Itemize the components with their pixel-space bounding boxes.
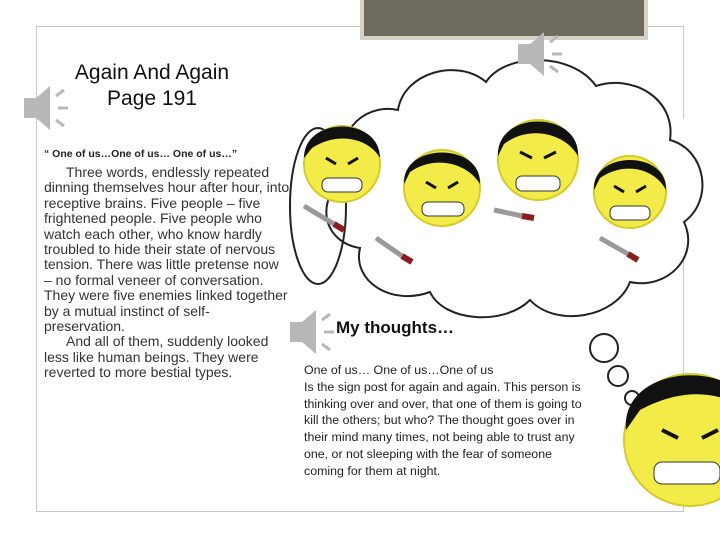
title-line-2: Page 191 bbox=[107, 87, 197, 110]
excerpt-paragraph-1: Three words, endlessly repeated dinning themselves hour after hour, into receptive brains. Five people – five frightened people. Five people who watch each other, who know hardly troubled to hide their state of nervous tension. There was little pretense now – no formal veneer of conversation. They were five enemies linked together by a mutual instinct of self-preservation. bbox=[44, 164, 290, 335]
excerpt-paragraph-2: And all of them, suddenly looked less like human beings. They were reverted to more bestial types. bbox=[44, 333, 269, 381]
thoughts-note bbox=[304, 362, 589, 480]
note-first-line: One of us… One of us…One of us bbox=[304, 363, 494, 377]
thought-bubble-small bbox=[608, 366, 628, 386]
emoji-face bbox=[498, 120, 578, 200]
page-title bbox=[52, 60, 252, 112]
note-body: Is the sign post for again and again. This person is thinking over and over, that one of them is going to kill the others; but who? The thought goes over in their mind many times, not being able to trust any one, or not sleeping with the fear of someone coming for them at night. bbox=[304, 379, 582, 478]
quote-text: “ One of us…One of us… One of us…” bbox=[44, 148, 238, 160]
emoji-face bbox=[404, 150, 480, 226]
excerpt bbox=[44, 165, 290, 381]
thought-bubble-small bbox=[590, 334, 618, 362]
title-line-1: Again And Again bbox=[74, 61, 230, 84]
emoji-face bbox=[304, 126, 380, 202]
thoughts-heading: My thoughts… bbox=[336, 318, 455, 337]
emoji-face bbox=[594, 156, 666, 228]
speaker-icon[interactable] bbox=[290, 310, 334, 354]
